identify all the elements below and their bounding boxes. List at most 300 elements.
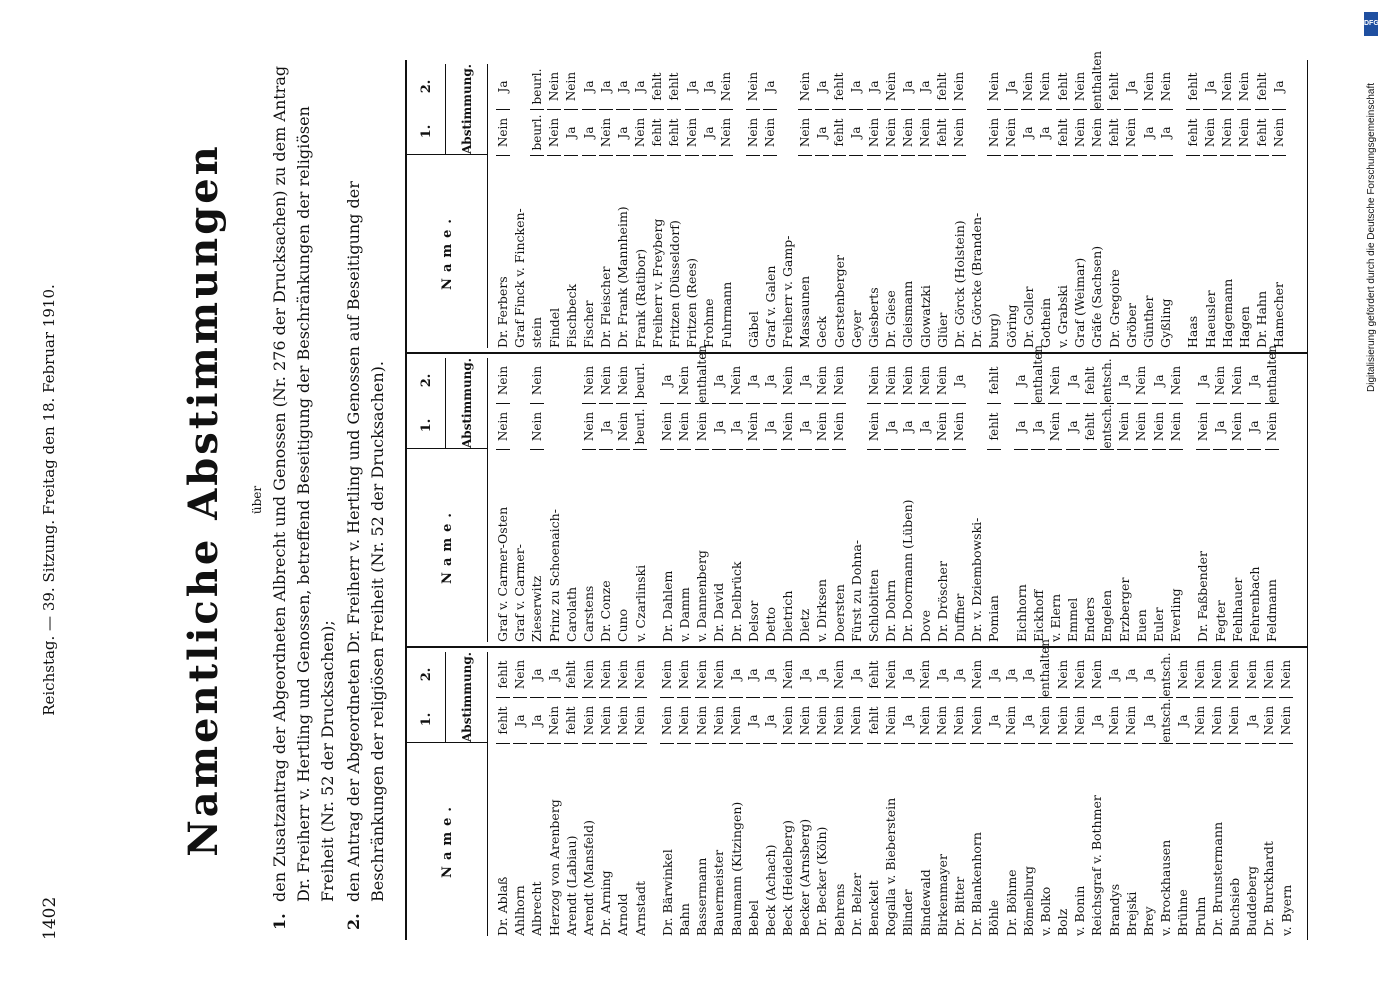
table-row: [676, 358, 693, 642]
vote-2: Ja: [1196, 358, 1210, 404]
vote-1: Nein: [935, 404, 949, 450]
member-name: Gerstenberger: [831, 255, 847, 348]
vote-1: Nein: [1237, 110, 1251, 156]
vote-1: Nein: [798, 110, 812, 156]
vote-2: Ja: [952, 652, 966, 698]
table-row: [1088, 652, 1105, 936]
member-name: Gröber: [1123, 303, 1139, 348]
vote-2: Ja: [1124, 652, 1138, 698]
vote-2: Nein: [746, 64, 760, 110]
vote-2: Ja: [746, 652, 760, 698]
vote-1: Nein: [1210, 698, 1224, 744]
vote-2: Nein: [695, 652, 709, 698]
member-name: Bindewald: [917, 869, 933, 936]
vote-1: Nein: [763, 110, 777, 156]
table-row: [1174, 652, 1191, 936]
member-name: Dr. Ferbers: [495, 276, 511, 348]
vote-2: Ja: [1152, 358, 1166, 404]
vote-1: Nein: [849, 698, 863, 744]
table-row: [813, 652, 830, 936]
table-row: [727, 358, 744, 642]
vote-2: Ja: [815, 64, 829, 110]
member-name: Enders: [1082, 597, 1098, 642]
vote-2: Nein: [1245, 652, 1259, 698]
vote-2: Nein: [1073, 652, 1087, 698]
vote-2: beurl.: [633, 358, 647, 404]
member-name: Freiherr v. Gamp-: [780, 235, 796, 348]
vote-1: Ja: [1142, 698, 1156, 744]
vote-2: Nein: [1142, 64, 1156, 110]
vote-2: Ja: [1272, 64, 1286, 110]
vote-1: Ja: [987, 698, 1001, 744]
member-name: Gräfe (Sachsen): [1089, 245, 1105, 348]
vote-2: Nein: [1169, 358, 1183, 404]
vote-1: Nein: [952, 698, 966, 744]
member-name: Blinder: [900, 889, 916, 936]
member-name: Behrens: [831, 883, 847, 936]
vote-2: Ja: [763, 652, 777, 698]
member-name: Dr. Becker (Köln): [814, 826, 830, 936]
member-name: Rogalla v. Bieberstein: [883, 797, 899, 936]
member-name: Böhle: [986, 899, 1002, 936]
vote-2: Ja: [849, 64, 863, 110]
member-name: v. Elern: [1047, 593, 1063, 642]
table-row: [1140, 64, 1157, 348]
member-name: Eichhorn: [1013, 584, 1029, 642]
table-row: [1071, 64, 1088, 348]
vote-1: Ja: [798, 404, 812, 450]
vote1-header: 1.: [418, 712, 434, 727]
member-name: Duffner: [951, 593, 967, 642]
vote-1: Nein: [918, 698, 932, 744]
vote-2: enthalten: [1264, 344, 1279, 403]
member-name: Fritzen (Düsseldorf): [666, 220, 682, 348]
member-name: Dietz: [797, 608, 813, 642]
table-row: [1020, 652, 1037, 936]
vote-1: Ja: [616, 110, 630, 156]
table-row: [511, 358, 528, 642]
member-name: v. Dirksen: [814, 579, 830, 642]
vote-1: Nein: [496, 110, 510, 156]
vote-2: fehlt: [987, 358, 1001, 404]
member-name: Bassermann: [694, 857, 710, 936]
table-row: [1219, 64, 1236, 348]
vote-2: entsch.: [1099, 358, 1114, 403]
name-header: Name.: [407, 742, 487, 936]
vote-1: Nein: [719, 110, 733, 156]
table-row: [848, 64, 865, 348]
vote-2: Nein: [918, 358, 932, 404]
vote-2: Ja: [496, 64, 510, 110]
table-row: [1088, 50, 1105, 348]
vote-1: Ja: [918, 404, 932, 450]
member-name: Geck: [814, 316, 830, 348]
vote-2: Ja: [1014, 358, 1028, 404]
vote-2: Nein: [582, 652, 596, 698]
vote-1: Nein: [1203, 110, 1217, 156]
table-row: [1209, 652, 1226, 936]
vote-2: Nein: [1237, 64, 1251, 110]
table-row: [666, 64, 683, 348]
member-name: Herzog von Arenberg: [546, 799, 562, 936]
vote-2: Ja: [660, 358, 674, 404]
member-name: Dr. v. Dziembowski-: [969, 517, 985, 642]
vote-2: fehlt: [1056, 64, 1070, 110]
row-gap: [649, 652, 659, 936]
vote-1: Nein: [633, 698, 647, 744]
member-name: Benckelt: [866, 880, 882, 936]
vote-2: Ja: [746, 358, 760, 404]
vote-1: entsch.: [1099, 404, 1114, 449]
vote1-header: 1.: [418, 418, 434, 433]
vote-1: fehlt: [650, 110, 664, 156]
table-row: [796, 64, 813, 348]
member-name: Fischbeck: [563, 283, 579, 348]
vote-1: fehlt: [1107, 110, 1121, 156]
vote-1: Nein: [1230, 404, 1244, 450]
vote-1: beurl.: [530, 110, 544, 156]
member-name: Dr. Ablaß: [495, 876, 511, 936]
vote-1: fehlt: [667, 110, 681, 156]
vote-2: Ja: [712, 358, 726, 404]
vote-tables: [405, 50, 1308, 940]
vote-1: Nein: [1073, 698, 1087, 744]
member-name: Göring: [1003, 304, 1019, 348]
vote-1: beurl.: [633, 404, 647, 450]
member-name: Prinz zu Schoenaich-: [546, 509, 562, 642]
vote-1: Nein: [1004, 110, 1018, 156]
vote-1: Nein: [952, 404, 966, 450]
vote-1: Nein: [1056, 698, 1070, 744]
member-name: Dr. Burckhardt: [1261, 841, 1277, 936]
table-row: [580, 64, 597, 348]
vote-2: Ja: [763, 358, 777, 404]
vote-numbers: [407, 358, 446, 448]
member-name: Graf v. Carmer-: [512, 544, 528, 642]
member-name: Dr. Giese: [883, 290, 899, 348]
vote-1: Ja: [763, 404, 777, 450]
member-name: Becker (Arnsberg): [797, 818, 813, 936]
table-row: [710, 652, 727, 936]
vote-1: Nein: [1152, 404, 1166, 450]
table-row: [934, 358, 951, 642]
vote-1: Ja: [1159, 110, 1173, 156]
vote-2: enthalten: [1031, 344, 1046, 403]
vote-2: Ja: [599, 64, 613, 110]
vote-2: Nein: [884, 652, 898, 698]
vote-2: enthalten: [694, 344, 709, 403]
vote-2: Ja: [952, 358, 966, 404]
table-row: [1229, 358, 1246, 642]
table-row: [580, 652, 597, 936]
vote-2: Nein: [1227, 652, 1241, 698]
table-row: [1270, 64, 1287, 348]
table-row: [1236, 64, 1253, 348]
vote-1: fehlt: [987, 404, 1001, 450]
member-name: burg): [986, 313, 1002, 348]
vote-1: Nein: [633, 110, 647, 156]
table-row: [1054, 652, 1071, 936]
vote-1: Ja: [712, 404, 726, 450]
member-name: Detto: [762, 607, 778, 642]
vote-2: Ja: [1004, 64, 1018, 110]
vote-1: Nein: [582, 404, 596, 450]
table-row: [614, 358, 631, 642]
member-name: Dr. Dahlem: [659, 570, 675, 642]
member-name: Günther: [1141, 295, 1157, 348]
vote-1: fehlt: [1186, 110, 1200, 156]
vote-1: Nein: [1124, 698, 1138, 744]
vote-1: Nein: [970, 698, 984, 744]
table-row: [1020, 64, 1037, 348]
motion-text: den Zusatzantrag der Abgeordneten Albrecht und Genossen (Nr. 276 der Drucksachen) zu dem Antrag Dr. Freiherr v. Hertling und Genossen, betreffend Beseitigung der Beschränkungen der religiösen Freiheit (Nr. 52 der Drucksachen);: [270, 65, 337, 902]
member-name: Arendt (Mansfeld): [581, 820, 597, 936]
vote-2: Ja: [798, 652, 812, 698]
table-row: [1116, 358, 1133, 642]
member-name: Dr. Brunstermann: [1209, 821, 1225, 936]
vote-2: Nein: [599, 652, 613, 698]
vote-1: fehlt: [496, 698, 510, 744]
table-row: [1226, 652, 1243, 936]
table-row: [511, 64, 528, 348]
vote-1: Nein: [832, 698, 846, 744]
table-row: [831, 652, 848, 936]
table-row: [1047, 358, 1064, 642]
vote-2: Ja: [763, 64, 777, 110]
member-name: Graf Finck v. Fincken-: [512, 208, 528, 348]
vote-2: Ja: [530, 652, 544, 698]
vote-1: entsch.: [1158, 698, 1173, 743]
member-name: Reichsgraf v. Bothmer: [1089, 795, 1105, 936]
table-row: [693, 344, 710, 642]
member-name: Dr. Böhme: [1003, 869, 1019, 936]
vote-1: Nein: [729, 698, 743, 744]
table-row: [1037, 64, 1054, 348]
table-row: [494, 652, 511, 936]
vote-label: Abstimmung.: [459, 652, 474, 742]
row-gap: [649, 358, 659, 642]
member-name: Fürst zu Dohna-: [848, 539, 864, 642]
member-name: Dr. Görck (Holstein): [951, 220, 967, 348]
vote-2: Nein: [1210, 652, 1224, 698]
table-row: [632, 64, 649, 348]
member-name: Hamecher: [1271, 281, 1287, 348]
running-header: [40, 60, 70, 940]
table-row: [1037, 638, 1054, 936]
table-row: [934, 64, 951, 348]
member-name: Frank (Ratibor): [632, 248, 648, 348]
table-row: [1167, 358, 1184, 642]
vote2-header: 2.: [418, 667, 434, 682]
vote-2: Nein: [918, 652, 932, 698]
table-row: [676, 652, 693, 936]
table-row: [745, 358, 762, 642]
table-row: [700, 64, 717, 348]
table-row: [882, 652, 899, 936]
vote-label: Abstimmung.: [459, 64, 474, 154]
vote1-header: 1.: [418, 124, 434, 139]
member-name: Dr. Doormann (Lüben): [900, 499, 916, 642]
column-header: [407, 652, 488, 936]
table-row: [1194, 358, 1211, 642]
member-name: v. Bonin: [1072, 885, 1088, 936]
vote-2: Nein: [832, 652, 846, 698]
vote-2: Nein: [677, 652, 691, 698]
table-row: [659, 358, 676, 642]
member-name: Giesberts: [866, 287, 882, 348]
table-row: [546, 652, 563, 936]
vote-1: Nein: [712, 698, 726, 744]
member-name: Carolath: [563, 586, 579, 642]
vote-2: Nein: [884, 358, 898, 404]
member-name: Arendt (Labiau): [563, 835, 579, 936]
row-gap: [1184, 358, 1194, 642]
vote-2: Nein: [660, 652, 674, 698]
member-name: Geyer: [848, 310, 864, 348]
motion-number: 1.: [270, 913, 289, 930]
member-name: Dr. Goller: [1020, 286, 1036, 348]
vote-2: Nein: [1159, 64, 1173, 110]
motions-list: [268, 50, 392, 930]
vote-2: Nein: [815, 358, 829, 404]
member-name: Dr. Görcke (Branden-: [969, 212, 985, 348]
member-name: Hagemann: [1219, 278, 1235, 348]
vote-2: Ja: [1066, 358, 1080, 404]
vote-1: Nein: [616, 698, 630, 744]
vote-2: fehlt: [935, 64, 949, 110]
vote-2: fehlt: [1083, 358, 1097, 404]
vote-header: [407, 652, 487, 742]
motion-number: 2.: [344, 913, 363, 930]
member-name: Graf (Weimar): [1072, 257, 1088, 348]
table-row: [762, 64, 779, 348]
member-name: Euler: [1151, 607, 1167, 642]
member-name: Fischer: [581, 300, 597, 348]
table-row: [865, 358, 882, 642]
vote-2: Nein: [1176, 652, 1190, 698]
table-row: [614, 64, 631, 348]
vote-column: [407, 344, 1307, 646]
vote-1: Nein: [832, 404, 846, 450]
vote-2: Nein: [1230, 358, 1244, 404]
vote-1: Ja: [1247, 404, 1261, 450]
member-name: Frohme: [701, 298, 717, 348]
table-row: [985, 358, 1002, 642]
vote-2: Nein: [935, 358, 949, 404]
table-row: [917, 358, 934, 642]
table-row: [968, 652, 985, 936]
vote-2: Nein: [798, 64, 812, 110]
vote-2: Nein: [599, 358, 613, 404]
vote-1: Nein: [1220, 110, 1234, 156]
table-row: [563, 358, 580, 642]
vote-2: Ja: [1107, 652, 1121, 698]
member-name: Cuno: [615, 608, 631, 642]
rows: [488, 638, 1307, 936]
member-name: Dr. Dohrn: [883, 579, 899, 642]
vote-1: Ja: [1021, 110, 1035, 156]
vote-1: Nein: [746, 110, 760, 156]
table-row: [683, 64, 700, 348]
vote-2: Nein: [781, 652, 795, 698]
vote-1: fehlt: [1255, 110, 1269, 156]
table-row: [727, 652, 744, 936]
vote-2: Nein: [677, 358, 691, 404]
member-name: Bauermeister: [711, 849, 727, 936]
member-name: Bahn: [676, 903, 692, 936]
vote-2: fehlt: [1186, 64, 1200, 110]
table-row: [899, 64, 916, 348]
table-row: [762, 652, 779, 936]
table-row: [1123, 652, 1140, 936]
member-name: Dove: [917, 609, 933, 642]
vote-1: Ja: [763, 698, 777, 744]
vote-1: Nein: [781, 404, 795, 450]
table-row: [779, 358, 796, 642]
table-row: [580, 358, 597, 642]
member-name: Graf v. Galen: [762, 265, 778, 348]
member-name: stein: [529, 317, 545, 348]
table-row: [917, 652, 934, 936]
member-name: Birkenmayer: [934, 854, 950, 936]
motion-text: den Antrag der Abgeordneten Dr. Freiherr v. Hertling und Genossen auf Beseitigung der Beschränkungen der religiösen Freiheit (Nr. 52 der Drucksachen).: [344, 181, 387, 902]
table-row: [563, 652, 580, 936]
table-row: [1260, 652, 1277, 936]
vote-2: Ja: [729, 652, 743, 698]
vote-1: Nein: [952, 110, 966, 156]
member-name: Gleismann: [900, 280, 916, 348]
member-name: Fehrenbach: [1246, 566, 1262, 642]
member-name: Schlobitten: [866, 569, 882, 642]
vote-1: Nein: [582, 698, 596, 744]
member-name: Graf v. Carmer-Osten: [495, 506, 511, 642]
vote-2: Nein: [867, 358, 881, 404]
vote-1: Nein: [599, 698, 613, 744]
member-name: Arnstadt: [632, 881, 648, 936]
vote-2: Nein: [616, 652, 630, 698]
vote-2: Nein: [1213, 358, 1227, 404]
table-row: [1243, 652, 1260, 936]
vote-column: [407, 50, 1307, 352]
member-name: Dr. Bitter: [951, 876, 967, 936]
member-name: Eickhoff: [1030, 589, 1046, 642]
member-name: Dr. Delbrück: [728, 561, 744, 642]
vote-2: fehlt: [650, 64, 664, 110]
vote-2: Ja: [685, 64, 699, 110]
table-row: [882, 64, 899, 348]
member-name: Dr. Faßbender: [1195, 550, 1211, 642]
member-name: Dr. Arning: [598, 870, 614, 936]
dfg-notice: [1364, 12, 1379, 392]
table-row: [1157, 64, 1174, 348]
member-name: Dr. Dröscher: [934, 561, 950, 642]
member-name: Albrecht: [529, 881, 545, 936]
vote-2: fehlt: [832, 64, 846, 110]
vote-2: Ja: [901, 64, 915, 110]
member-name: Fegter: [1212, 600, 1228, 642]
table-row: [528, 358, 545, 642]
table-row: [614, 652, 631, 936]
vote-1: Nein: [1193, 698, 1207, 744]
table-row: [917, 64, 934, 348]
table-row: [632, 358, 649, 642]
member-name: Dr. Blankenhorn: [969, 832, 985, 936]
rows: [488, 50, 1307, 348]
rows: [488, 344, 1307, 642]
vote-1: Ja: [884, 404, 898, 450]
member-name: Beck (Achach): [762, 844, 778, 936]
dfg-logo: DFG: [1364, 12, 1378, 36]
